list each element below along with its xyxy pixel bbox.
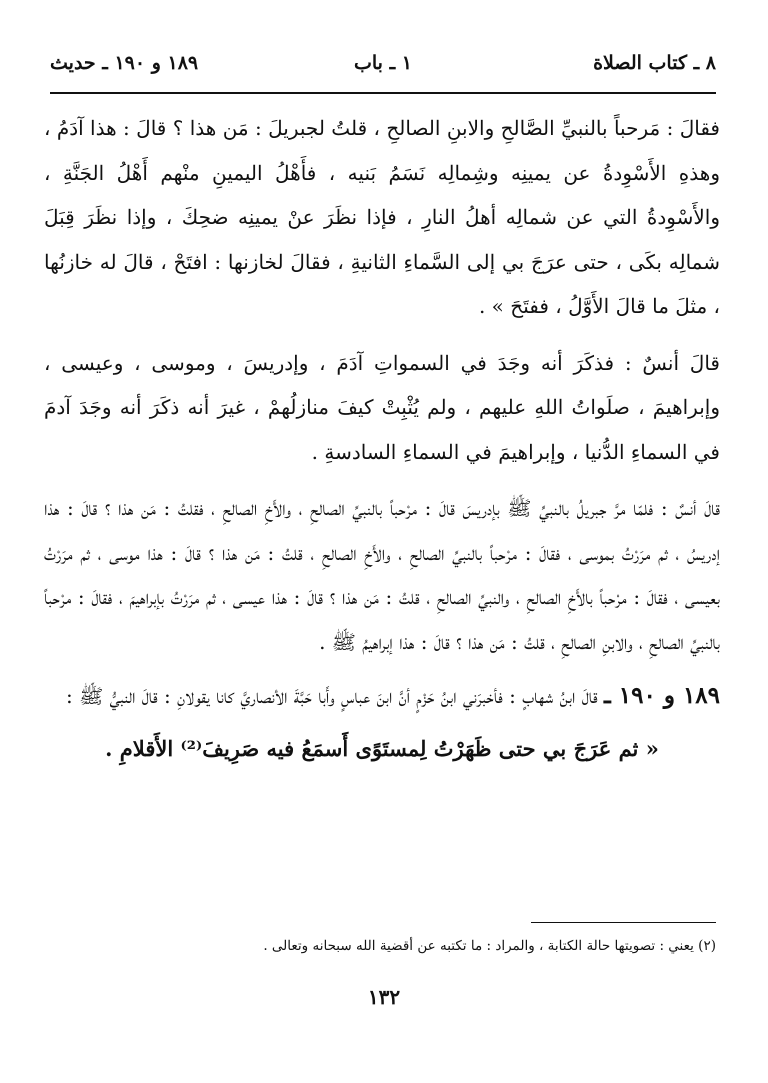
hadith-text: قالَ ابنُ شهابٍ : فأخبرَني ابنُ حَزْمٍ أنَّ ابنَ عباسٍ وأَبا حَبَّةَ الأنصاريَّ كانا يقولانِ : قالَ النبيُّ ﷺ : (66, 684, 598, 708)
page-number: ١٣٢ (367, 985, 401, 1009)
chapter-title: ٨ ـ كتاب الصلاة (593, 52, 716, 74)
hadith-paragraph (44, 674, 720, 719)
paragraph-3: قالَ أنسٌ : فلمّا مرَّ جبريلُ بالنبيِّ ﷺ بإدريسَ قالَ : مرْحباً بالنبيِّ الصالحِ ، والأَخِ الصالحِ ، فقلتُ : مَن هذا ؟ قالَ : هذا إدريسُ ، ثم مرَرْتُ بموسى ، فقالَ : مرْحباً بالنبيِّ الصالحِ ، والأَخِ الصالحِ ، قلتُ : مَن هذا ؟ قالَ : هذا موسى ، ثم مرَرْتُ بعيسى ، فقالَ : مرْحباً بالأَخِ الصالحِ ، والنبيِّ الصالحِ ، قلتُ : مَن هذا ؟ قالَ : هذا عيسى ، ثم مرَرْتُ بإبراهيمَ ، فقالَ : مرْحباً بالنبيِّ الصالحِ ، والابنِ الصالحِ ، قلتُ : مَن هذا ؟ قالَ : هذا إبراهيمُ ﷺ . (44, 496, 720, 654)
quote-line: « ثم عَرَجَ بي حتى ظَهَرْتُ لِمستَوًى أَسمَعُ فيه صَرِيفَ⁽²⁾ الأَقلامِ . (105, 735, 659, 761)
main-text (44, 106, 720, 771)
footnote-divider (531, 922, 716, 923)
header-divider (50, 92, 716, 94)
hadith-range: ١٨٩ و ١٩٠ ـ حديث (50, 52, 199, 74)
page-header (50, 46, 716, 82)
footnote: (٢) يعني : تصويتها حالة الكتابة ، والمراد : ما تكتبه عن أقضية الله سبحانه وتعالى . (263, 938, 716, 954)
section-title: ١ ـ باب (354, 52, 412, 74)
paragraph-2: قالَ أنسٌ : فذكَرَ أنه وجَدَ في السمواتِ آدَمَ ، وإدريسَ ، وموسى ، وعيسى ، وإبراهيمَ ، صلَواتُ اللهِ عليهم ، ولم يُثْبِتْ كيفَ منازلُهمْ ، غيرَ أنه ذكَرَ أنه وجَدَ آدمَ في السماءِ الدُّنيا ، وإبراهيمَ في السماءِ السادسةِ . (44, 350, 720, 464)
hadith-number: ١٨٩ و ١٩٠ ـ (604, 682, 720, 709)
paragraph-1: فقالَ : مَرحباً بالنبيِّ الصَّالحِ والابنِ الصالحِ ، قلتُ لجبريلَ : مَن هذا ؟ قالَ : هذا آدَمُ ، وهذهِ الأَسْوِدةُ عن يمينِه وشِمالِه نَسَمُ بَنيه ، فأَهْلُ اليمينِ منْهم أَهْلُ الجَنَّةِ ، والأَسْوِدةُ التي عن شمالِه أهلُ النارِ ، فإذا نظَرَ عنْ يمينِه ضحِكَ ، وإذا نظَرَ قِبَلَ شمالِه بكَى ، حتى عرَجَ بي إلى السَّماءِ الثانيةِ ، فقالَ لخازنها : افتَحْ ، قالَ له خازنُها ، مثلَ ما قالَ الأَوَّلُ ، ففتَحَ » . (44, 116, 720, 318)
